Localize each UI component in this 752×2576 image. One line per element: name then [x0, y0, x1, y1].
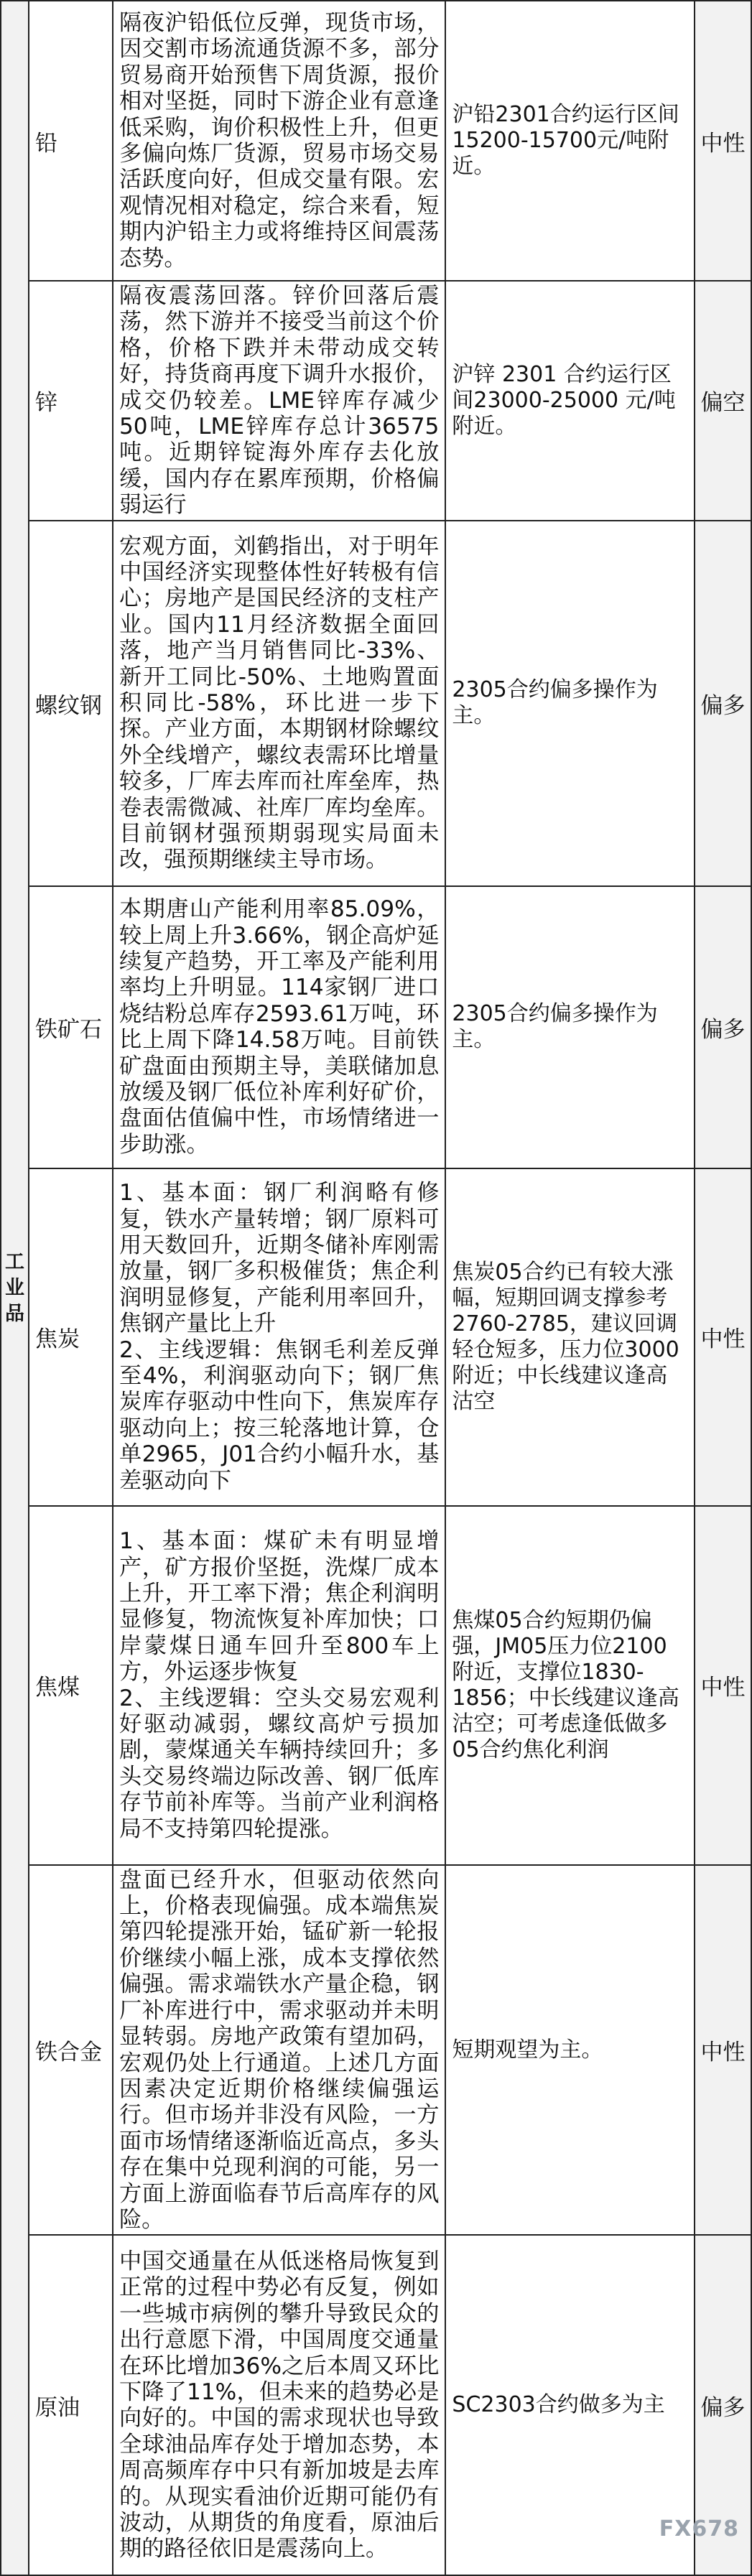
commodity-name: 螺纹钢 — [29, 521, 113, 886]
view-rating: 偏多 — [695, 886, 751, 1168]
analysis-text: 本期唐山产能利用率85.09%，较上周上升3.66%，钢企高炉延续复产趋势，开工率及产能利用率均上升明显。114家钢厂进口烧结粉总库存2593.61万吨，环比上周下降14.58万吨。目前铁矿盘面由预期主导，美联储加息放缓及钢厂低位补库利好矿价，盘面估值偏中性，市场情绪进一步助涨。 — [113, 886, 445, 1168]
analysis-text: 隔夜震荡回落。锌价回落后震荡，然下游并不接受当前这个价格，价格下跌并未带动成交转好，持货商再度下调升水报价，成交仍较差。LME锌库存减少50吨，LME锌库存总计36575吨。近期锌锭海外库存去化放缓，国内存在累库预期，价格偏弱运行 — [113, 281, 445, 521]
strategy-text: 2305合约偏多操作为主。 — [445, 886, 695, 1168]
view-rating: 偏多 — [695, 2235, 751, 2575]
analysis-text: 1、基本面：钢厂利润略有修复，铁水产量转增；钢厂原料可用天数回升，近期冬储补库刚需放量，钢厂多积极催货；焦企利润明显修复，产能利用率回升，焦钢产量比上升 2、主线逻辑：焦钢毛利差反弹至4%，利润驱动向下；钢厂焦炭库存驱动中性向下，焦炭库存驱动向上；按三轮落地计算，仓单2965，J01合约小幅升水，基差驱动向下 — [113, 1168, 445, 1506]
strategy-text: 短期观望为主。 — [445, 1865, 695, 2236]
analysis-text: 隔夜沪铅低位反弹，现货市场，因交割市场流通货源不多，部分贸易商开始预售下周货源，报价相对坚挺，同时下游企业有意逢低采购，询价积极性上升，但更多偏向炼厂货源，贸易市场交易活跃度向好，但成交量有限。宏观情况相对稳定，综合来看，短期内沪铅主力或将维持区间震荡态势。 — [113, 1, 445, 281]
table-row — [1, 2235, 751, 2575]
analysis-text: 1、基本面：煤矿未有明显增产，矿方报价坚挺，洗煤厂成本上升，开工率下滑；焦企利润明显修复，物流恢复补库加快；口岸蒙煤日通车回升至800车上方，外运逐步恢复 2、主线逻辑：空头交易宏观利好驱动减弱，螺纹高炉亏损加剧，蒙煤通关车辆持续回升；多头交易终端边际改善、钢厂低库存节前补库等。当前产业利润格局不支持第四轮提涨。 — [113, 1506, 445, 1865]
view-rating: 中性 — [695, 1506, 751, 1865]
table-row — [1, 281, 751, 521]
strategy-text: 沪锌 2301 合约运行区间23000-25000 元/吨附近。 — [445, 281, 695, 521]
watermark: FX678 — [659, 2516, 739, 2542]
commodity-name: 焦煤 — [29, 1506, 113, 1865]
strategy-text: SC2303合约做多为主 — [445, 2235, 695, 2575]
view-rating: 中性 — [695, 1, 751, 281]
table-row — [1, 1168, 751, 1506]
view-rating: 偏空 — [695, 281, 751, 521]
commodity-name: 锌 — [29, 281, 113, 521]
sector-label: 工业品 — [4, 1250, 26, 1327]
table-row — [1, 886, 751, 1168]
sector-cell — [1, 1, 29, 2575]
analysis-text: 中国交通量在从低迷格局恢复到正常的过程中势必有反复，例如一些城市病例的攀升导致民众的出行意愿下滑，中国周度交通量在环比增加36%之后本周又环比下降了11%，但未来的趋势必是向好的。中国的需求现状也导致全球油品库存处于增加态势，本周高频库存中只有新加坡是去库的。从现实看油价近期可能仍有波动，从期货的角度看，原油后期的路径依旧是震荡向上。 — [113, 2235, 445, 2575]
commodity-name: 铅 — [29, 1, 113, 281]
commodity-name: 焦炭 — [29, 1168, 113, 1506]
table-row — [1, 521, 751, 886]
strategy-text: 焦炭05合约已有较大涨幅，短期回调支撑参考2760-2785，建议回调轻仓短多，压力位3000附近；中长线建议逢高沽空 — [445, 1168, 695, 1506]
view-rating: 中性 — [695, 1168, 751, 1506]
analysis-text: 盘面已经升水，但驱动依然向上，价格表现偏强。成本端焦炭第四轮提涨开始，锰矿新一轮报价继续小幅上涨，成本支撑依然偏强。需求端铁水产量企稳，钢厂补库进行中，需求驱动并未明显转弱。房地产政策有望加码，宏观仍处上行通道。上述几方面因素决定近期价格继续偏强运行。但市场并非没有风险，一方面市场情绪逐渐临近高点，多头存在集中兑现利润的可能，另一方面上游面临春节后高库存的风险。 — [113, 1865, 445, 2236]
strategy-text: 焦煤05合约短期仍偏强，JM05压力位2100附近，支撑位1830-1856；中长线建议逢高沽空；可考虑逢低做多05合约焦化利润 — [445, 1506, 695, 1865]
commodity-name: 铁合金 — [29, 1865, 113, 2236]
commodity-name: 铁矿石 — [29, 886, 113, 1168]
commodity-name: 原油 — [29, 2235, 113, 2575]
view-rating: 偏多 — [695, 521, 751, 886]
strategy-text: 沪铅2301合约运行区间15200-15700元/吨附近。 — [445, 1, 695, 281]
view-rating: 中性 — [695, 1865, 751, 2236]
analysis-text: 宏观方面，刘鹤指出，对于明年中国经济实现整体性好转极有信心；房地产是国民经济的支柱产业。国内11月经济数据全面回落，地产当月销售同比-33%、新开工同比-50%、土地购置面积同比-58%，环比进一步下探。产业方面，本期钢材除螺纹外全线增产，螺纹表需环比增量较多，厂库去库而社库垒库，热卷表需微减、社库厂库均垒库。目前钢材强预期弱现实局面未改，强预期继续主导市场。 — [113, 521, 445, 886]
table-row — [1, 1, 751, 281]
table-row — [1, 1865, 751, 2236]
table-row — [1, 1506, 751, 1865]
strategy-text: 2305合约偏多操作为主。 — [445, 521, 695, 886]
